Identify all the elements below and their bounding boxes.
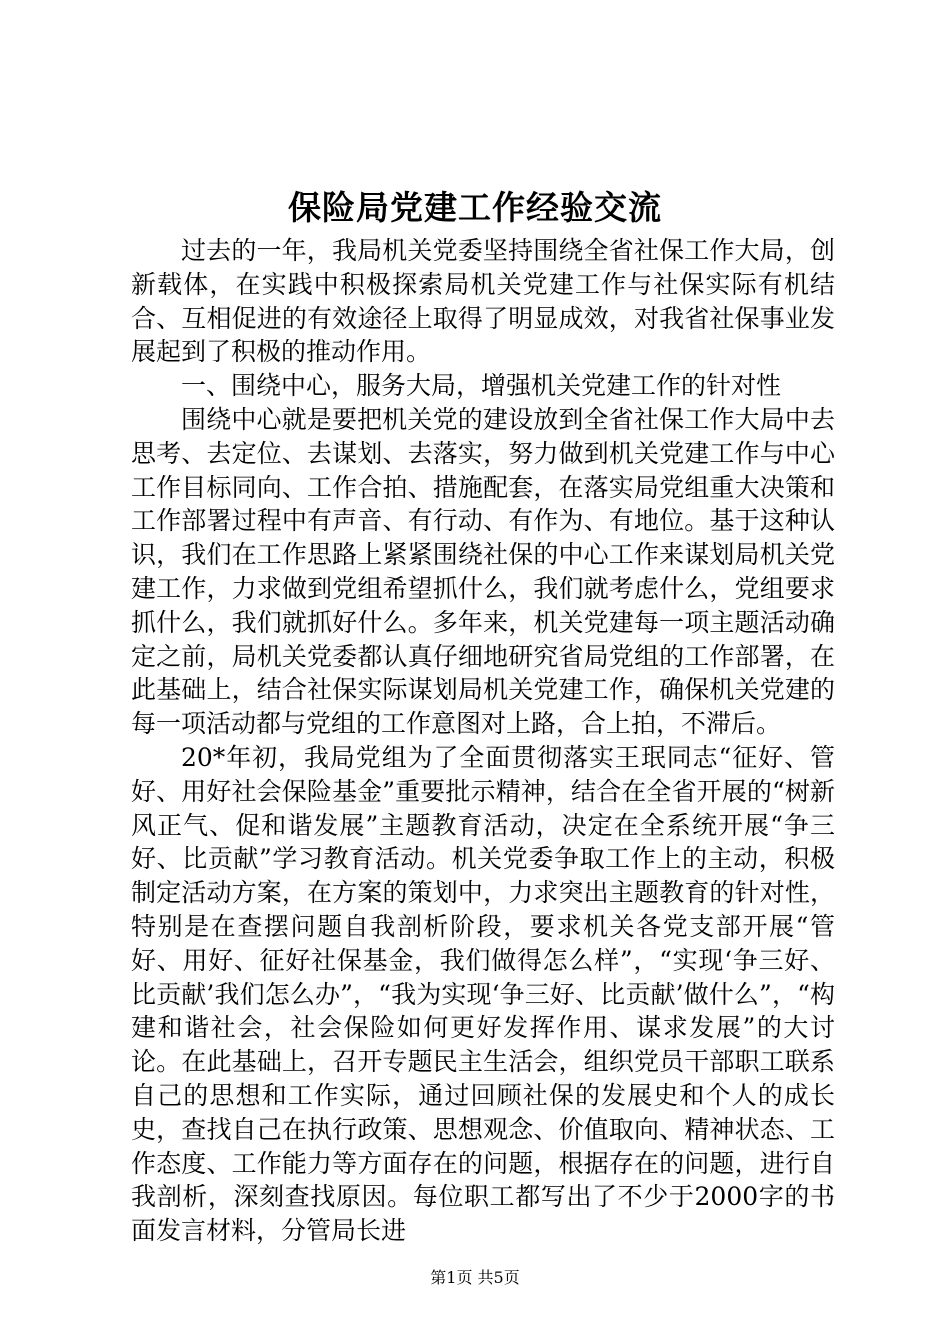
document-title: 保险局党建工作经验交流 bbox=[288, 188, 662, 227]
document-body bbox=[131, 234, 835, 1248]
paragraph-center-work: 围绕中心就是要把机关党的建设放到全省社保工作大局中去思考、去定位、去谋划、去落实，努力做到机关党建工作与中心工作目标同向、工作合拍、措施配套，在落实局党组重大决策和工作部署过程中有声音、有行动、有作为、有地位。基于这种认识，我们在工作思路上紧紧围绕社保的中心工作来谋划局机关党建工作，力求做到党组希望抓什么，我们就考虑什么，党组要求抓什么，我们就抓好什么。多年来，机关党建每一项主题活动确定之前，局机关党委都认真仔细地研究省局党组的工作部署，在此基础上，结合社保实际谋划局机关党建工作，确保机关党建的每一项活动都与党组的工作意图对上路，合上拍，不滞后。 bbox=[131, 404, 835, 739]
paragraph-intro: 过去的一年，我局机关党委坚持围绕全省社保工作大局，创新载体，在实践中积极探索局机关党建工作与社保实际有机结合、互相促进的有效途径上取得了明显成效，对我省社保事业发展起到了积极的推动作用。 bbox=[131, 236, 835, 367]
section-heading-1: 一、围绕中心，服务大局，增强机关党建工作的针对性 bbox=[181, 371, 782, 401]
paragraph-activity: 20*年初，我局党组为了全面贯彻落实王珉同志“征好、管好、用好社会保险基金”重要批示精神，结合在全省开展的“树新风正气、促和谐发展”主题教育活动，决定在全系统开展“争三好、比贡献”学习教育活动。机关党委争取工作上的主动，积极制定活动方案，在方案的策划中，力求突出主题教育的针对性，特别是在查摆问题自我剖析阶段，要求机关各党支部开展“管好、用好、征好社保基金，我们做得怎么样”，“实现‘争三好、比贡献’我们怎么办”，“我为实现‘争三好、比贡献’做什么”，“构建和谐社会，社会保险如何更好发挥作用、谋求发展”的大讨论。在此基础上，召开专题民主生活会，组织党员干部职工联系自己的思想和工作实际，通过回顾社保的发展史和个人的成长史，查找自己在执行政策、思想观念、价值取向、精神状态、工作态度、工作能力等方面存在的问题，根据存在的问题，进行自我剖析，深刻查找原因。每位职工都写出了不少于2000字的书面发言材料，分管局长进 bbox=[131, 742, 835, 1246]
page-footer: 第1页 共5页 bbox=[430, 1268, 520, 1287]
